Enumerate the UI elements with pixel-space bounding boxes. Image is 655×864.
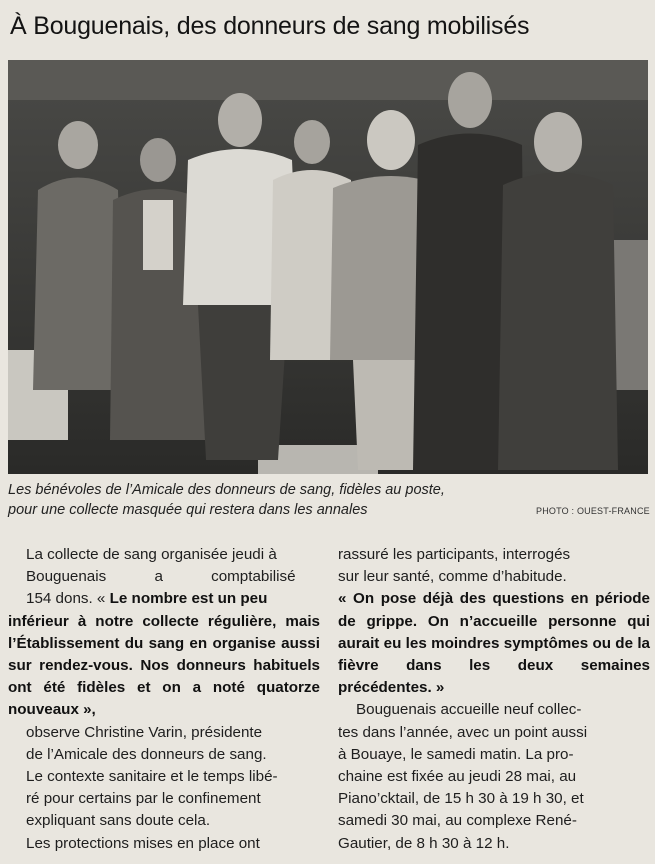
caption-line: pour une collecte masquée qui restera dans les annales <box>8 502 368 518</box>
article-paragraph <box>8 544 320 833</box>
text-line: Les protections mises en place ont <box>26 834 260 852</box>
text-line: samedi 30 mai, au complexe René- <box>338 812 577 830</box>
text-line: de l’Amicale des donneurs de sang. <box>26 745 267 763</box>
text-line: Bouguenais a comptabilisé <box>26 568 296 586</box>
text-line: rassuré les participants, interrogés <box>338 546 571 563</box>
group-photo <box>8 60 648 474</box>
text-line: tes dans l’année, avec un point aussi <box>338 723 588 741</box>
quote-line: symptômes ou de la fièvre dans les <box>338 634 650 675</box>
photo-credit: PHOTO : OUEST-FRANCE <box>536 506 650 516</box>
text-line: Gautier, de 8 h 30 à 12 h. <box>338 834 510 852</box>
article-column-right <box>338 544 650 855</box>
caption-line: Les bénévoles de l’Amicale des donneurs de sang, fidèles au poste, <box>8 482 445 498</box>
article-paragraph <box>338 699 650 854</box>
quote-line: inférieur à notre collecte régulière, <box>8 612 277 630</box>
quote-line: période de grippe. On n’accueille <box>338 590 650 630</box>
text-line <box>8 588 320 610</box>
headline: À Bouguenais, des donneurs de sang mobilisés <box>10 12 530 40</box>
group-photo-image <box>8 60 648 474</box>
quote-line: « On pose déjà des questions en <box>338 590 589 608</box>
text-line: observe Christine Varin, présidente <box>26 723 263 741</box>
photo-caption <box>8 480 548 520</box>
quote-line: deux semaines précédentes. » <box>338 657 650 697</box>
text-fragment: 154 dons. « <box>26 590 110 608</box>
text-line: à Bouaye, le samedi matin. La pro- <box>338 745 574 763</box>
quote-line: mais l’Établissement du sang en <box>8 612 320 652</box>
article-paragraph <box>338 544 650 699</box>
quote-line: donneurs habituels ont été fidèles et <box>8 657 320 697</box>
quote-line: personne qui aurait eu les moindres <box>338 612 650 652</box>
text-line: Piano’cktail, de 15 h 30 à 19 h 30, et <box>338 790 584 808</box>
text-line: chaine est fixée au jeudi 28 mai, au <box>338 768 577 786</box>
article-column-left <box>8 544 320 855</box>
text-line: La collecte de sang organisée jeudi à <box>26 546 277 563</box>
text-line: Le contexte sanitaire et le temps libé- <box>26 768 278 786</box>
quote-fragment: Le nombre est un peu <box>109 590 268 608</box>
text-line: ré pour certains par le confinement <box>26 790 261 808</box>
quote-line: organise aussi sur rendez-vous. Nos <box>8 634 320 675</box>
text-line: sur leur santé, comme d’habitude. <box>338 568 567 586</box>
quote-line: on a noté quatorze nouveaux », <box>8 679 320 719</box>
text-line: expliquant sans doute cela. <box>26 812 211 830</box>
article-paragraph <box>8 833 320 855</box>
text-line: Bouguenais accueille neuf collec- <box>356 701 582 719</box>
